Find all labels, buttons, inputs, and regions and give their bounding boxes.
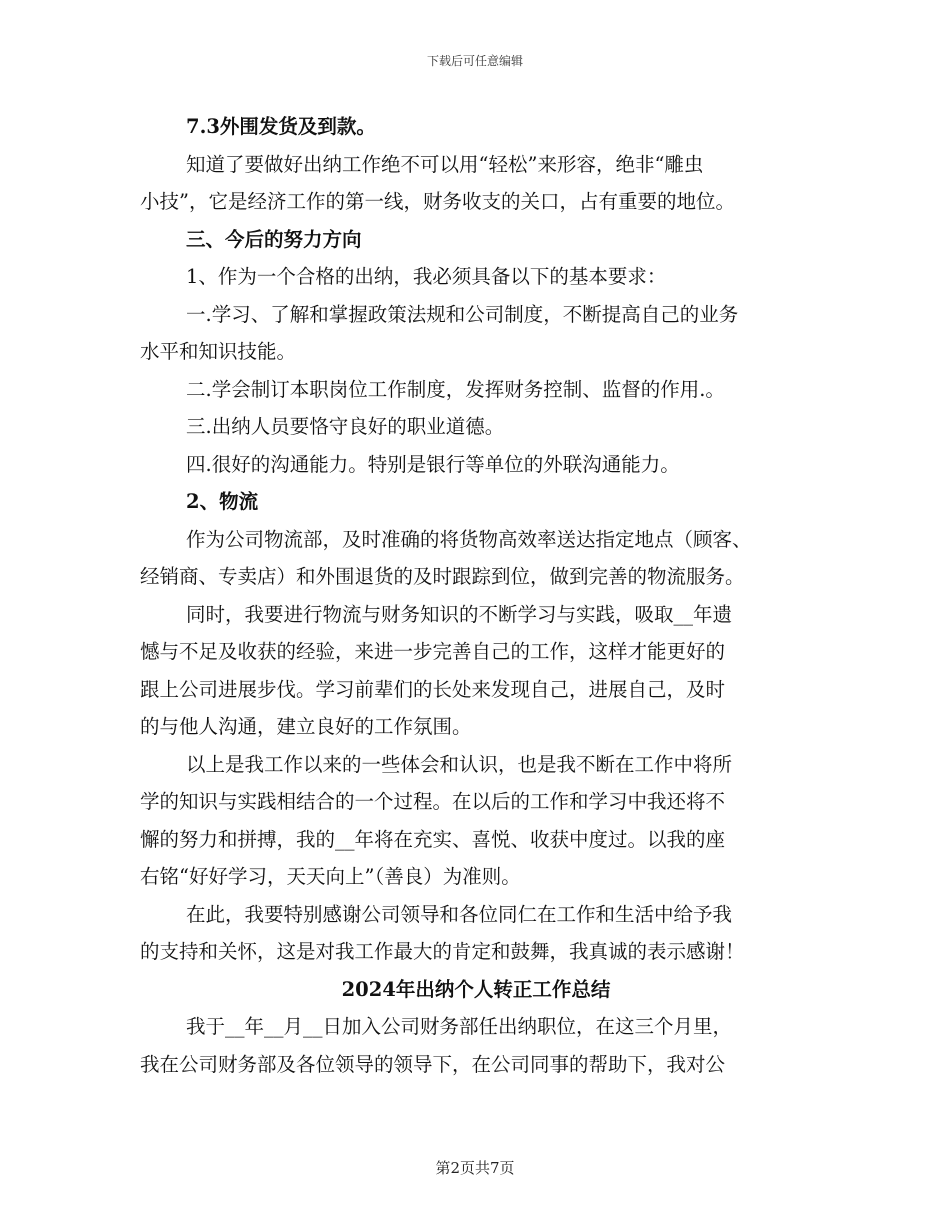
page-header: 下载后可任意编辑 — [426, 54, 523, 68]
paragraph-line: 学的知识与实践相结合的一个过程。在以后的工作和学习中我还将不 — [140, 790, 726, 813]
paragraph-line: 同时，我要进行物流与财务知识的不断学习与实践，吸取__年遗 — [186, 602, 733, 626]
paragraph-line: 懈的努力和拼搏，我的__年将在充实、喜悦、收获中度过。以我的座 — [140, 827, 726, 851]
paragraph-line: 的与他人沟通，建立良好的工作氛围。 — [140, 715, 472, 738]
paragraph-line: 三.出纳人员要恪守良好的职业道德。 — [186, 415, 505, 438]
page-number-footer: 第2页共7页 — [435, 1159, 515, 1177]
section-heading-future-direction: 三、今后的努力方向 — [186, 227, 362, 251]
paragraph-line: 我在公司财务部及各位领导的领导下，在公司同事的帮助下，我对公 — [140, 1052, 726, 1076]
document-body — [140, 108, 812, 1083]
paragraph-line: 在此，我要特别感谢公司领导和各位同仁在工作和生活中给予我 — [186, 902, 733, 926]
paragraph-line: 右铭“好好学习，天天向上”（善良）为准则。 — [140, 865, 521, 888]
paragraph-line: 小技”，它是经济工作的第一线，财务收支的关口，占有重要的地位。 — [140, 190, 735, 213]
paragraph-line: 经销商、专卖店）和外围退货的及时跟踪到位，做到完善的物流服务。 — [140, 565, 745, 588]
section-heading-logistics: 2、物流 — [186, 490, 259, 513]
paragraph-line: 以上是我工作以来的一些体会和认识，也是我不断在工作中将所 — [186, 752, 733, 776]
paragraph-line: 憾与不足及收获的经验，来进一步完善自己的工作，这样才能更好的 — [140, 640, 726, 663]
document-title: 2024年出纳个人转正工作总结 — [341, 977, 611, 1001]
paragraph-line: 四.很好的沟通能力。特别是银行等单位的外联沟通能力。 — [186, 452, 680, 476]
paragraph-line: 作为公司物流部，及时准确的将货物高效率送达指定地点（顾客、 — [186, 527, 752, 551]
paragraph-line: 二.学会制订本职岗位工作制度，发挥财务控制、监督的作用.。 — [186, 377, 725, 401]
paragraph-line: 知道了要做好出纳工作绝不可以用“轻松”来形容，绝非“雕虫 — [186, 152, 704, 176]
paragraph-line: 我于__年__月__日加入公司财务部任出纳职位，在这三个月里， — [186, 1015, 733, 1038]
paragraph-line: 跟上公司进展步伐。学习前辈们的长处来发现自己，进展自己，及时 — [140, 677, 726, 701]
paragraph-line: 的支持和关怀，这是对我工作最大的肯定和鼓舞，我真诚的表示感谢！ — [140, 940, 745, 963]
paragraph-line: 水平和知识技能。 — [140, 340, 297, 363]
section-heading-7-3: 7.3外围发货及到款。 — [186, 115, 376, 138]
paragraph-line: 一.学习、了解和掌握政策法规和公司制度，不断提高自己的业务 — [186, 302, 739, 326]
paragraph-line: 1、作为一个合格的出纳，我必须具备以下的基本要求： — [186, 265, 667, 288]
